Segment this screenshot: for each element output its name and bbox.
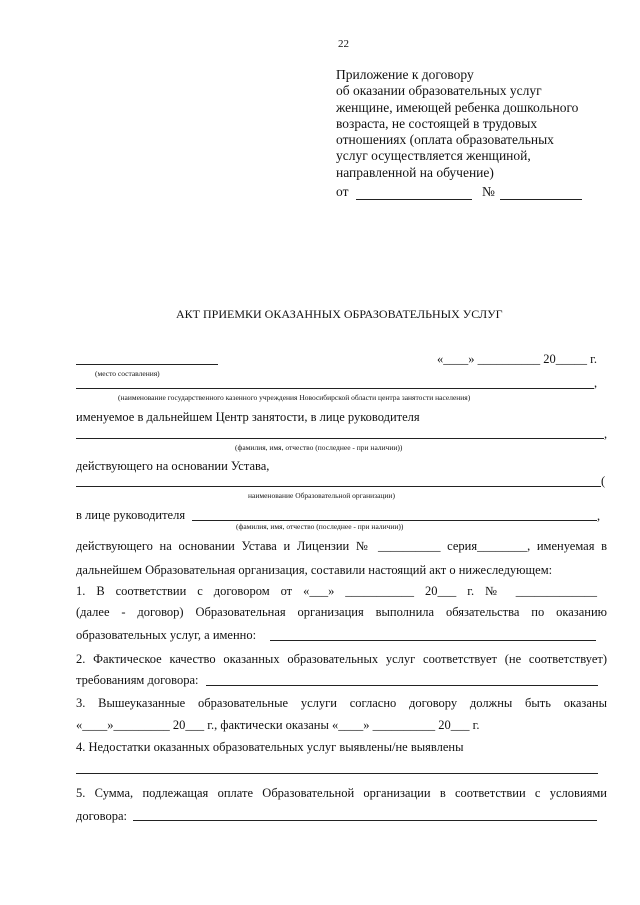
para-license: действующего на основании Устава и Лицензии № __________ серия________, именуемая в — [76, 539, 607, 553]
number-label: № — [482, 184, 495, 199]
date-blank-line — [356, 199, 472, 200]
place-caption: (место составления) — [95, 369, 160, 378]
document-title: АКТ ПРИЕМКИ ОКАЗАННЫХ ОБРАЗОВАТЕЛЬНЫХ УСЛУГ — [176, 307, 503, 321]
head-label: в лице руководителя — [76, 508, 186, 522]
named-text: именуемое в дальнейшем Центр занятости, в лице руководителя — [76, 410, 420, 424]
item1-line3: образовательных услуг, а именно: — [76, 628, 257, 642]
item4: 4. Недостатки оказанных образовательных услуг выявлены/не выявлены — [76, 740, 464, 754]
item2-line1: 2. Фактическое качество оказанных образовательных услуг соответствует (не соответствует) — [76, 652, 607, 666]
appendix-header — [336, 67, 578, 181]
item5-blank-line — [133, 820, 597, 821]
item3-line2: «____»_________ 20___ г., фактически оказаны «____» __________ 20___ г. — [76, 718, 480, 732]
fio-line — [76, 438, 604, 439]
fio-caption-2: (фамилия, имя, отчество (последнее - при наличии)) — [236, 522, 404, 531]
number-blank-line — [500, 199, 582, 200]
from-label: от — [336, 184, 349, 199]
acting-charter: действующего на основании Устава, — [76, 459, 270, 473]
item5-line1: 5. Сумма, подлежащая оплате Образовательной организации в соответствии с условиями — [76, 786, 607, 800]
header-line: возраста, не состоящей в трудовых — [336, 115, 538, 131]
comma: , — [604, 427, 608, 441]
header-line: женщине, имеющей ребенка дошкольного — [336, 99, 579, 115]
paren: ( — [601, 474, 606, 488]
item1-blank-line — [270, 640, 596, 641]
org-caption: (наименование государственного казенного учреждения Новосибирской области центра занятости населения) — [118, 393, 471, 402]
head-fio-line — [192, 520, 597, 521]
para-license-2: дальнейшем Образовательная организация, составили настоящий акт о нижеследующем: — [76, 563, 553, 577]
item2-blank-line — [206, 685, 598, 686]
comma: , — [594, 376, 598, 390]
place-date: «____» __________ 20_____ г. — [437, 352, 597, 366]
edu-org-caption: наименование Образовательной организации) — [248, 491, 395, 500]
org-name-line — [76, 388, 594, 389]
fio-caption: (фамилия, имя, отчество (последнее - при наличии)) — [235, 443, 403, 452]
header-line: об оказании образовательных услуг — [336, 83, 542, 99]
item1-line1: 1. В соответствии с договором от «___» ___________ 20___ г. № _____________ — [76, 584, 597, 598]
header-line: Приложение к договору — [336, 67, 474, 82]
edu-org-line — [76, 486, 601, 487]
item4-blank-line — [76, 773, 598, 774]
header-line: направленной на обучение) — [336, 164, 494, 180]
page-number: 22 — [338, 38, 349, 50]
header-line: отношениях (оплата образовательных — [336, 132, 554, 148]
header-line: услуг осуществляется женщиной, — [336, 148, 531, 164]
comma: , — [597, 509, 601, 523]
item2-line2: требованиям договора: — [76, 673, 199, 687]
item1-line2: (далее - договор) Образовательная организация выполнила обязательства по оказанию — [76, 605, 607, 619]
item3-line1: 3. Вышеуказанные образовательные услуги согласно договору должны быть оказаны — [76, 696, 607, 710]
place-line — [76, 364, 218, 365]
item5-line2: договора: — [76, 809, 128, 823]
